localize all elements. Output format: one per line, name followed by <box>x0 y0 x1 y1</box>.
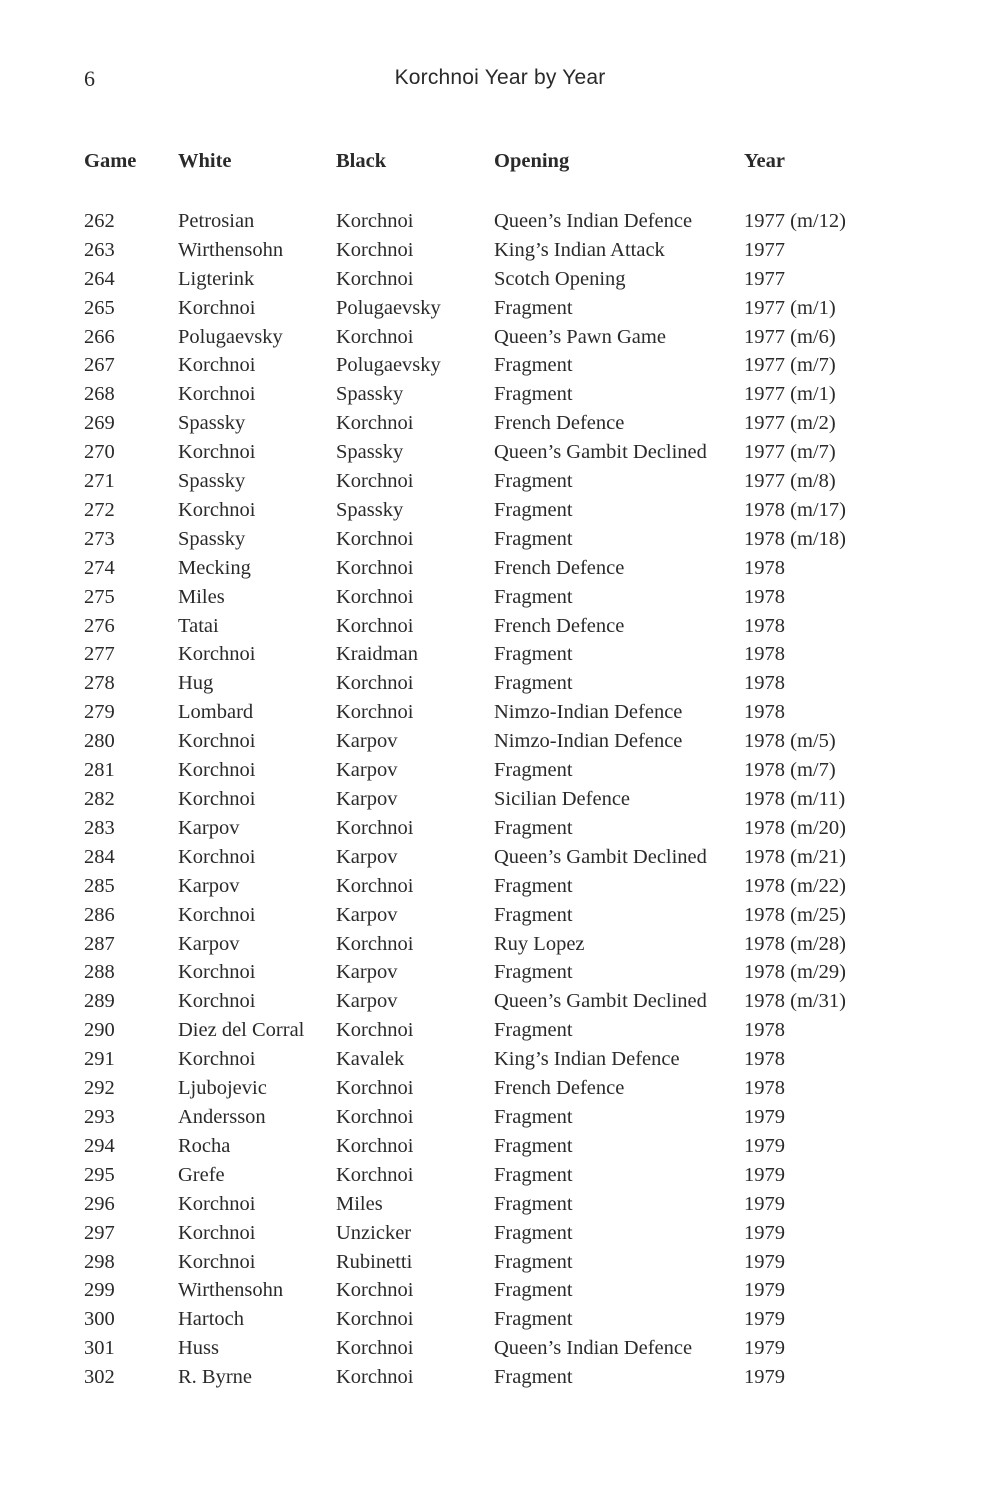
cell-game: 292 <box>84 1077 115 1100</box>
cell-black: Spassky <box>336 441 404 464</box>
column-header-black: Black <box>336 150 387 172</box>
cell-year: 1978 (m/18) <box>744 527 846 550</box>
cell-black: Karpov <box>336 990 398 1013</box>
cell-game: 296 <box>84 1192 115 1215</box>
cell-game: 289 <box>84 990 115 1013</box>
table-row <box>84 872 884 901</box>
cell-opening: Fragment <box>494 903 573 926</box>
table-row <box>84 1016 884 1045</box>
cell-year: 1978 <box>744 585 785 608</box>
cell-black: Karpov <box>336 903 398 926</box>
cell-black: Korchnoi <box>336 585 414 608</box>
cell-white: Mecking <box>178 556 251 579</box>
cell-year: 1977 (m/2) <box>744 412 836 435</box>
cell-white: Korchnoi <box>178 730 256 753</box>
table-row <box>84 958 884 987</box>
header-spacer <box>84 178 884 207</box>
running-title: Korchnoi Year by Year <box>394 66 606 89</box>
cell-white: Rocha <box>178 1134 231 1157</box>
table-row <box>84 1363 884 1392</box>
cell-black: Korchnoi <box>336 470 414 493</box>
cell-year: 1978 <box>744 672 785 695</box>
cell-year: 1978 <box>744 1048 785 1071</box>
cell-black: Korchnoi <box>336 267 414 290</box>
cell-year: 1979 <box>744 1337 785 1360</box>
cell-black: Korchnoi <box>336 874 414 897</box>
cell-black: Korchnoi <box>336 816 414 839</box>
cell-black: Miles <box>336 1192 383 1215</box>
table-row <box>84 1334 884 1363</box>
cell-game: 276 <box>84 614 115 637</box>
cell-white: Korchnoi <box>178 643 256 666</box>
cell-black: Korchnoi <box>336 556 414 579</box>
cell-year: 1979 <box>744 1105 785 1128</box>
cell-year: 1978 <box>744 614 785 637</box>
cell-white: Karpov <box>178 932 240 955</box>
cell-black: Korchnoi <box>336 1163 414 1186</box>
cell-white: Korchnoi <box>178 759 256 782</box>
cell-game: 301 <box>84 1337 115 1360</box>
cell-opening: Fragment <box>494 1279 573 1302</box>
cell-game: 274 <box>84 556 115 579</box>
cell-year: 1977 (m/8) <box>744 470 836 493</box>
cell-opening: French Defence <box>494 614 625 637</box>
cell-black: Korchnoi <box>336 1105 414 1128</box>
cell-opening: Fragment <box>494 1308 573 1331</box>
cell-game: 300 <box>84 1308 115 1331</box>
table-row <box>84 698 884 727</box>
cell-opening: Queen’s Gambit Declined <box>494 845 707 868</box>
table-row <box>84 294 884 323</box>
cell-game: 265 <box>84 296 115 319</box>
cell-black: Kavalek <box>336 1048 405 1071</box>
cell-opening: Fragment <box>494 1192 573 1215</box>
cell-black: Korchnoi <box>336 1019 414 1042</box>
table-row <box>84 323 884 352</box>
cell-white: Huss <box>178 1337 220 1360</box>
cell-year: 1978 (m/20) <box>744 816 846 839</box>
cell-white: Korchnoi <box>178 441 256 464</box>
cell-opening: Fragment <box>494 961 573 984</box>
cell-white: Lombard <box>178 701 254 724</box>
cell-opening: Fragment <box>494 1105 573 1128</box>
table-row <box>84 612 884 641</box>
cell-white: Korchnoi <box>178 1192 256 1215</box>
column-header-game: Game <box>84 150 137 172</box>
cell-opening: Fragment <box>494 1134 573 1157</box>
table-header-row <box>84 150 884 178</box>
table-row <box>84 236 884 265</box>
cell-game: 271 <box>84 470 115 493</box>
cell-year: 1978 (m/28) <box>744 932 846 955</box>
cell-opening: Nimzo-Indian Defence <box>494 701 683 724</box>
cell-opening: Queen’s Gambit Declined <box>494 441 707 464</box>
cell-white: Korchnoi <box>178 296 256 319</box>
table-row <box>84 930 884 959</box>
cell-white: Hug <box>178 672 214 695</box>
cell-opening: Queen’s Indian Defence <box>494 209 693 232</box>
column-header-opening: Opening <box>494 150 570 172</box>
cell-game: 278 <box>84 672 115 695</box>
cell-white: Wirthensohn <box>178 238 284 261</box>
cell-opening: Fragment <box>494 1163 573 1186</box>
cell-year: 1978 <box>744 1019 785 1042</box>
cell-black: Karpov <box>336 788 398 811</box>
cell-opening: Fragment <box>494 759 573 782</box>
cell-year: 1979 <box>744 1250 785 1273</box>
cell-game: 267 <box>84 354 115 377</box>
games-table <box>84 150 884 1392</box>
cell-year: 1978 (m/11) <box>744 788 846 811</box>
table-row <box>84 727 884 756</box>
cell-black: Rubinetti <box>336 1250 413 1273</box>
cell-opening: Fragment <box>494 354 573 377</box>
cell-opening: Fragment <box>494 874 573 897</box>
table-row <box>84 843 884 872</box>
cell-year: 1978 (m/21) <box>744 845 846 868</box>
table-row <box>84 496 884 525</box>
cell-white: Polugaevsky <box>178 325 283 348</box>
cell-black: Korchnoi <box>336 672 414 695</box>
page-header <box>84 66 916 96</box>
cell-white: Spassky <box>178 527 246 550</box>
cell-opening: French Defence <box>494 556 625 579</box>
table-row <box>84 785 884 814</box>
cell-game: 284 <box>84 845 115 868</box>
cell-opening: Queen’s Indian Defence <box>494 1337 693 1360</box>
table-row <box>84 987 884 1016</box>
cell-year: 1979 <box>744 1308 785 1331</box>
cell-black: Korchnoi <box>336 527 414 550</box>
cell-black: Korchnoi <box>336 1308 414 1331</box>
cell-black: Korchnoi <box>336 1134 414 1157</box>
column-header-year: Year <box>744 150 785 172</box>
cell-white: Ljubojevic <box>178 1077 267 1100</box>
cell-opening: French Defence <box>494 412 625 435</box>
cell-year: 1977 (m/12) <box>744 209 846 232</box>
cell-year: 1977 (m/6) <box>744 325 836 348</box>
cell-black: Karpov <box>336 759 398 782</box>
table-body <box>84 178 884 1392</box>
table-row <box>84 1132 884 1161</box>
cell-year: 1979 <box>744 1221 785 1244</box>
cell-game: 264 <box>84 267 115 290</box>
cell-opening: King’s Indian Attack <box>494 238 665 261</box>
cell-game: 295 <box>84 1163 115 1186</box>
cell-white: Miles <box>178 585 225 608</box>
cell-opening: Fragment <box>494 1250 573 1273</box>
cell-black: Kraidman <box>336 643 418 666</box>
cell-year: 1978 <box>744 643 785 666</box>
cell-year: 1977 <box>744 267 785 290</box>
table-row <box>84 380 884 409</box>
cell-year: 1978 <box>744 701 785 724</box>
cell-game: 272 <box>84 498 115 521</box>
cell-white: Korchnoi <box>178 961 256 984</box>
cell-year: 1978 <box>744 1077 785 1100</box>
cell-year: 1978 <box>744 556 785 579</box>
cell-year: 1977 (m/1) <box>744 383 836 406</box>
cell-game: 302 <box>84 1366 115 1389</box>
cell-game: 285 <box>84 874 115 897</box>
cell-black: Korchnoi <box>336 1366 414 1389</box>
table-row <box>84 1103 884 1132</box>
cell-game: 263 <box>84 238 115 261</box>
cell-year: 1979 <box>744 1163 785 1186</box>
cell-white: Ligterink <box>178 267 255 290</box>
cell-game: 281 <box>84 759 115 782</box>
table-row <box>84 1074 884 1103</box>
cell-opening: Fragment <box>494 643 573 666</box>
cell-white: Spassky <box>178 412 246 435</box>
cell-year: 1977 (m/7) <box>744 354 836 377</box>
table-row <box>84 554 884 583</box>
cell-black: Korchnoi <box>336 1077 414 1100</box>
cell-white: Korchnoi <box>178 354 256 377</box>
cell-game: 288 <box>84 961 115 984</box>
cell-opening: Fragment <box>494 383 573 406</box>
cell-game: 291 <box>84 1048 115 1071</box>
cell-opening: Fragment <box>494 585 573 608</box>
cell-white: Korchnoi <box>178 498 256 521</box>
cell-opening: Fragment <box>494 527 573 550</box>
cell-year: 1978 (m/31) <box>744 990 846 1013</box>
cell-game: 279 <box>84 701 115 724</box>
table-row <box>84 409 884 438</box>
cell-white: Wirthensohn <box>178 1279 284 1302</box>
cell-black: Karpov <box>336 961 398 984</box>
cell-white: R. Byrne <box>178 1366 253 1389</box>
cell-black: Karpov <box>336 845 398 868</box>
column-header-white: White <box>178 150 232 172</box>
cell-white: Korchnoi <box>178 1250 256 1273</box>
cell-game: 280 <box>84 730 115 753</box>
cell-white: Andersson <box>178 1105 266 1128</box>
table-row <box>84 265 884 294</box>
cell-opening: Fragment <box>494 1366 573 1389</box>
cell-game: 266 <box>84 325 115 348</box>
cell-black: Spassky <box>336 383 404 406</box>
table-row <box>84 1190 884 1219</box>
table-row <box>84 1305 884 1334</box>
cell-opening: Fragment <box>494 816 573 839</box>
cell-opening: Queen’s Gambit Declined <box>494 990 707 1013</box>
table-row <box>84 1248 884 1277</box>
cell-opening: Fragment <box>494 296 573 319</box>
cell-game: 283 <box>84 816 115 839</box>
cell-year: 1979 <box>744 1192 785 1215</box>
cell-game: 293 <box>84 1105 115 1128</box>
cell-game: 270 <box>84 441 115 464</box>
table-row <box>84 351 884 380</box>
cell-year: 1978 (m/22) <box>744 874 846 897</box>
table-row <box>84 756 884 785</box>
cell-black: Korchnoi <box>336 614 414 637</box>
cell-black: Unzicker <box>336 1221 412 1244</box>
cell-game: 268 <box>84 383 115 406</box>
cell-year: 1978 (m/29) <box>744 961 846 984</box>
cell-game: 297 <box>84 1221 115 1244</box>
cell-black: Polugaevsky <box>336 296 441 319</box>
cell-black: Karpov <box>336 730 398 753</box>
table-row <box>84 207 884 236</box>
cell-white: Korchnoi <box>178 845 256 868</box>
table-row <box>84 814 884 843</box>
cell-year: 1977 (m/1) <box>744 296 836 319</box>
cell-year: 1978 (m/5) <box>744 730 836 753</box>
cell-white: Karpov <box>178 874 240 897</box>
table-row <box>84 901 884 930</box>
cell-year: 1978 (m/25) <box>744 903 846 926</box>
cell-black: Korchnoi <box>336 238 414 261</box>
table-row <box>84 640 884 669</box>
cell-game: 294 <box>84 1134 115 1157</box>
table-row <box>84 669 884 698</box>
cell-opening: French Defence <box>494 1077 625 1100</box>
cell-opening: Queen’s Pawn Game <box>494 325 666 348</box>
cell-opening: King’s Indian Defence <box>494 1048 680 1071</box>
cell-game: 262 <box>84 209 115 232</box>
table-row <box>84 525 884 554</box>
cell-white: Karpov <box>178 816 240 839</box>
cell-opening: Fragment <box>494 1019 573 1042</box>
cell-black: Korchnoi <box>336 701 414 724</box>
cell-white: Korchnoi <box>178 383 256 406</box>
cell-game: 299 <box>84 1279 115 1302</box>
cell-white: Korchnoi <box>178 903 256 926</box>
cell-white: Grefe <box>178 1163 225 1186</box>
table-row <box>84 438 884 467</box>
cell-black: Korchnoi <box>336 209 414 232</box>
cell-opening: Fragment <box>494 498 573 521</box>
table-row <box>84 1045 884 1074</box>
cell-white: Korchnoi <box>178 1221 256 1244</box>
cell-game: 287 <box>84 932 115 955</box>
cell-opening: Scotch Opening <box>494 267 626 290</box>
cell-year: 1978 (m/17) <box>744 498 846 521</box>
cell-game: 282 <box>84 788 115 811</box>
cell-game: 298 <box>84 1250 115 1273</box>
cell-year: 1978 (m/7) <box>744 759 836 782</box>
cell-white: Spassky <box>178 470 246 493</box>
cell-white: Korchnoi <box>178 1048 256 1071</box>
cell-opening: Fragment <box>494 672 573 695</box>
cell-opening: Fragment <box>494 1221 573 1244</box>
cell-black: Korchnoi <box>336 1337 414 1360</box>
cell-black: Korchnoi <box>336 412 414 435</box>
cell-black: Spassky <box>336 498 404 521</box>
cell-white: Petrosian <box>178 209 255 232</box>
cell-white: Korchnoi <box>178 990 256 1013</box>
cell-black: Polugaevsky <box>336 354 441 377</box>
cell-game: 273 <box>84 527 115 550</box>
table-row <box>84 1161 884 1190</box>
cell-game: 277 <box>84 643 115 666</box>
cell-year: 1977 (m/7) <box>744 441 836 464</box>
cell-black: Korchnoi <box>336 1279 414 1302</box>
cell-black: Korchnoi <box>336 932 414 955</box>
cell-year: 1979 <box>744 1134 785 1157</box>
table-row <box>84 583 884 612</box>
cell-white: Diez del Corral <box>178 1019 305 1042</box>
table-row <box>84 1276 884 1305</box>
table-row <box>84 467 884 496</box>
cell-white: Hartoch <box>178 1308 245 1331</box>
cell-year: 1979 <box>744 1366 785 1389</box>
cell-opening: Ruy Lopez <box>494 932 585 955</box>
table-row <box>84 1219 884 1248</box>
cell-white: Korchnoi <box>178 788 256 811</box>
cell-opening: Sicilian Defence <box>494 788 631 811</box>
page-number: 6 <box>84 66 95 91</box>
cell-opening: Nimzo-Indian Defence <box>494 730 683 753</box>
cell-white: Tatai <box>178 614 219 637</box>
cell-year: 1979 <box>744 1279 785 1302</box>
cell-year: 1977 <box>744 238 785 261</box>
cell-game: 269 <box>84 412 115 435</box>
cell-game: 286 <box>84 903 115 926</box>
cell-opening: Fragment <box>494 470 573 493</box>
cell-black: Korchnoi <box>336 325 414 348</box>
cell-game: 275 <box>84 585 115 608</box>
cell-game: 290 <box>84 1019 115 1042</box>
